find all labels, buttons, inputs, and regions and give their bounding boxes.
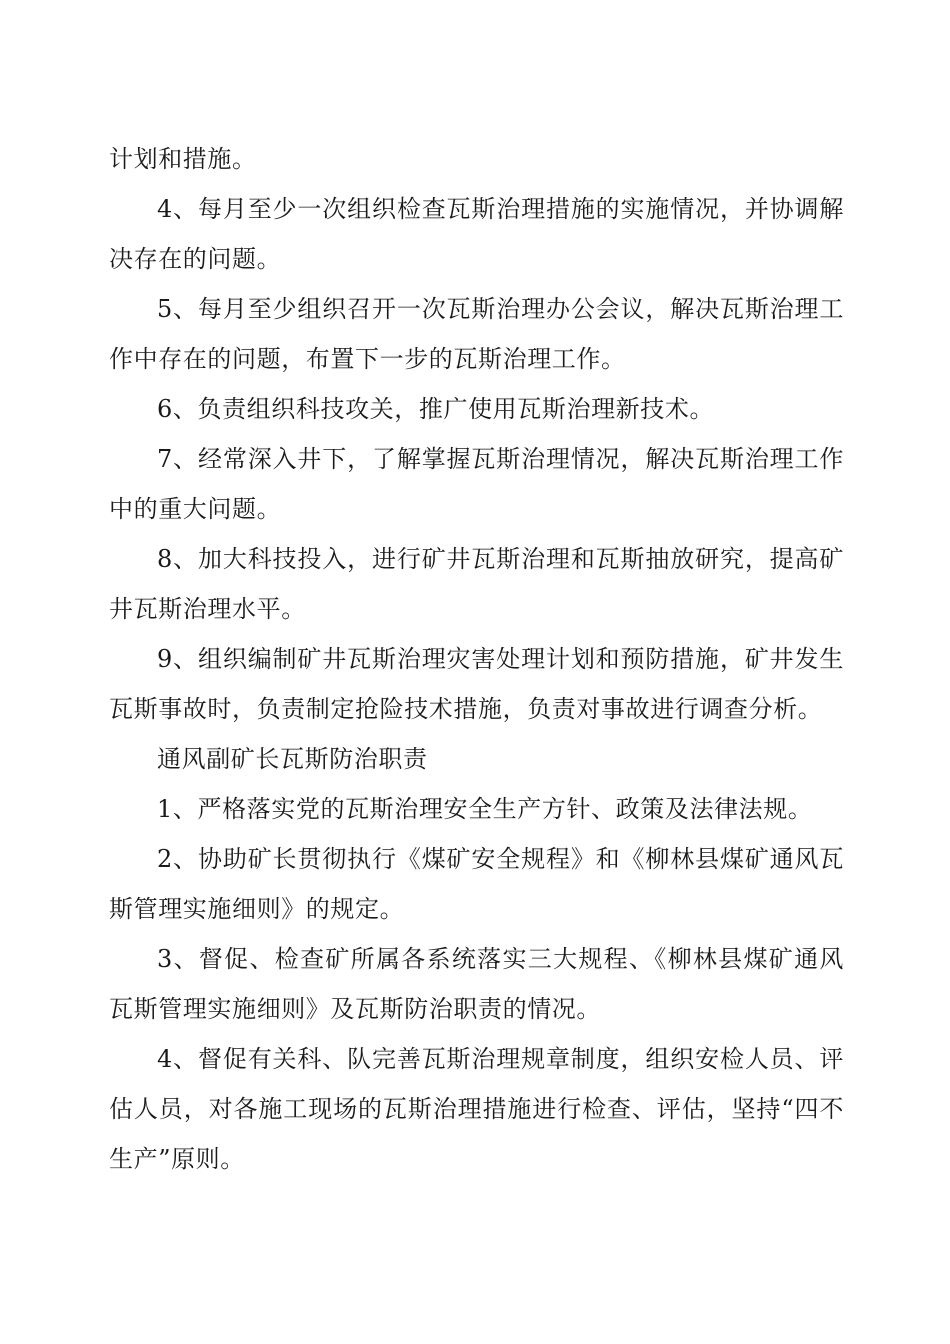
- paragraph-duty-2: 2、协助矿长贯彻执行《煤矿安全规程》和《柳林县煤矿通风瓦斯管理实施细则》的规定。: [109, 845, 844, 923]
- section-heading: 通风副矿长瓦斯防治职责: [157, 745, 428, 773]
- paragraph-item-5: 5、每月至少组织召开一次瓦斯治理办公会议，解决瓦斯治理工作中存在的问题，布置下一步的瓦斯治理工作。: [109, 295, 844, 373]
- paragraph-duty-4: 4、督促有关科、队完善瓦斯治理规章制度，组织安检人员、评估人员，对各施工现场的瓦斯治理措施进行检查、评估，坚持“四不生产”原则。: [109, 1045, 844, 1173]
- paragraph-item-6: 6、负责组织科技攻关，推广使用瓦斯治理新技术。: [157, 395, 715, 423]
- paragraph-item-7: 7、经常深入井下，了解掌握瓦斯治理情况，解决瓦斯治理工作中的重大问题。: [109, 445, 844, 523]
- paragraph-continuation: 计划和措施。: [109, 145, 257, 173]
- paragraph-item-8: 8、加大科技投入，进行矿井瓦斯治理和瓦斯抽放研究，提高矿井瓦斯治理水平。: [109, 545, 844, 623]
- paragraph-item-9: 9、组织编制矿井瓦斯治理灾害处理计划和预防措施，矿井发生瓦斯事故时，负责制定抢险技术措施，负责对事故进行调查分析。: [109, 645, 844, 723]
- document-body: [109, 134, 844, 1184]
- paragraph-duty-3: 3、督促、检查矿所属各系统落实三大规程、《柳林县煤矿通风瓦斯管理实施细则》及瓦斯防治职责的情况。: [109, 945, 844, 1023]
- paragraph-duty-1: 1、严格落实党的瓦斯治理安全生产方针、政策及法律法规。: [157, 795, 813, 823]
- paragraph-item-4: 4、每月至少一次组织检查瓦斯治理措施的实施情况，并协调解决存在的问题。: [109, 195, 844, 273]
